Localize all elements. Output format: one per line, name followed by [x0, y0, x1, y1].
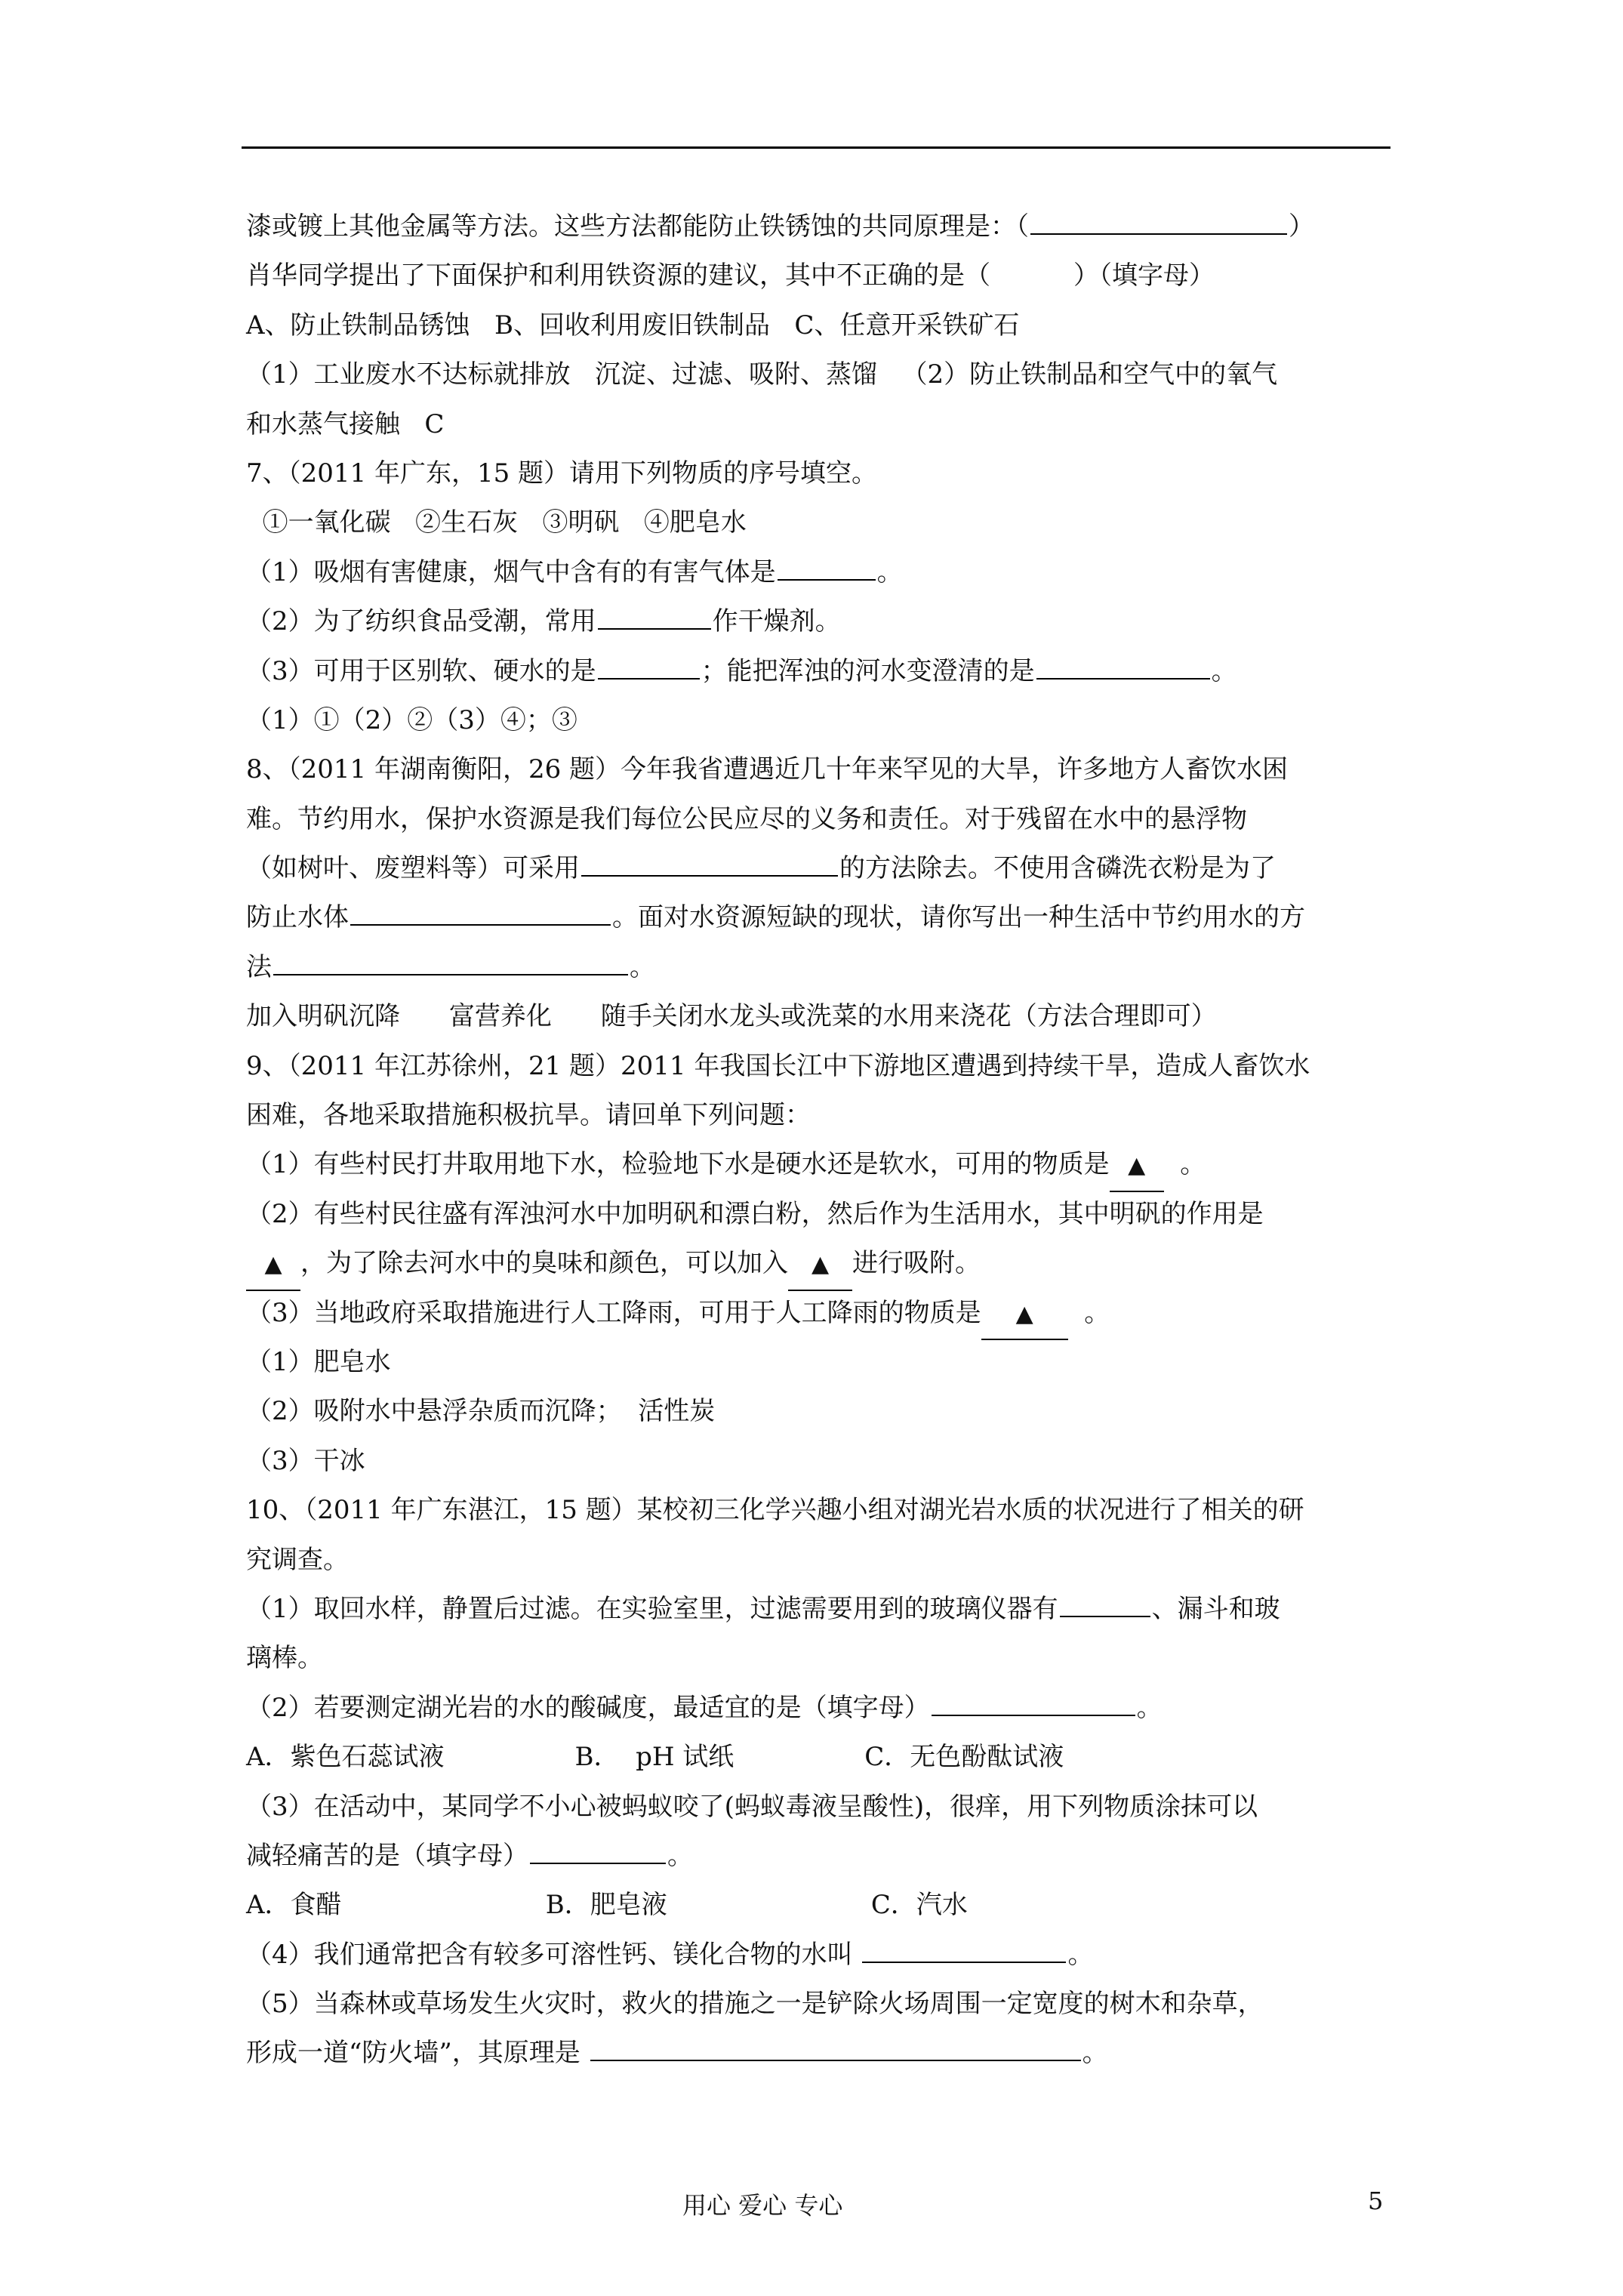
text-segment: （2）有些村民往盛有浑浊河水中加明矾和漂白粉，然后作为生活用水，其中明矾的作用是 — [246, 1198, 1264, 1229]
text-segment: （3）当地政府采取措施进行人工降雨，可用于人工降雨的物质是 — [246, 1297, 981, 1328]
text-line — [246, 1042, 1424, 1091]
text-segment: 漆或镀上其他金属等方法。这些方法都能防止铁锈蚀的共同原理是：（ — [246, 211, 1029, 242]
text-segment: 和水蒸气接触 C — [246, 408, 445, 439]
text-segment: A．紫色石蕊试液 B． pH 试纸 C．无色酚酞试液 — [246, 1742, 1064, 1773]
text-segment: A．食醋 B．肥皂液 C．汽水 — [246, 1890, 968, 1921]
text-line — [246, 992, 1424, 1041]
text-line — [246, 1832, 1424, 1881]
answer-blank — [862, 1934, 1066, 1963]
text-segment: 。 — [1136, 1692, 1163, 1723]
text-segment: （1）取回水样，静置后过滤。在实验室里，过滤需要用到的玻璃仪器有 — [246, 1593, 1058, 1624]
text-segment: 10、（2011 年广东湛江，15 题）某校初三化学兴趣小组对湖光岩水质的状况进行了相关的研 — [246, 1495, 1304, 1526]
page-number: 5 — [1368, 2187, 1384, 2215]
text-segment: 。 — [1211, 655, 1237, 686]
triangle-blank: ▲ — [246, 1240, 300, 1290]
text-segment: 8、（2011 年湖南衡阳，26 题）今年我省遭遇近几十年来罕见的大旱，许多地方人畜饮水困 — [246, 754, 1289, 785]
text-line — [246, 1585, 1424, 1634]
text-segment: 、漏斗和玻 — [1151, 1593, 1280, 1624]
text-segment: 防止水体 — [246, 902, 349, 933]
text-line — [246, 597, 1424, 646]
answer-blank — [350, 897, 611, 926]
triangle-blank: ▲ — [788, 1240, 852, 1290]
text-segment: 法 — [246, 951, 272, 982]
text-line — [246, 844, 1424, 893]
text-line — [246, 498, 1424, 547]
text-segment: 究调查。 — [246, 1544, 349, 1575]
text-segment: （2）为了纺织食品受潮，常用 — [246, 606, 596, 637]
answer-blank — [1036, 651, 1210, 680]
text-segment: ）（填字母） — [1073, 260, 1215, 291]
text-segment: 9、（2011 年江苏徐州，21 题）2011 年我国长江中下游地区遭遇到持续干旱，造成人畜饮水 — [246, 1050, 1310, 1081]
answer-blank — [598, 651, 700, 680]
text-segment: 。 — [1163, 1149, 1206, 1180]
answer-blank — [598, 601, 711, 630]
text-segment: 困难，各地采取措施积极抗旱。请回单下列问题： — [246, 1100, 811, 1131]
text-line — [246, 745, 1424, 794]
header-rule — [242, 146, 1390, 149]
text-segment: ） — [1289, 211, 1314, 242]
text-segment: 。面对水资源短缺的现状，请你写出一种生活中节约用水的方 — [612, 902, 1305, 933]
text-line — [246, 1387, 1424, 1436]
text-segment: （1）肥皂水 — [246, 1346, 391, 1377]
text-segment: A、防止铁制品锈蚀 B、回收利用废旧铁制品 C、任意开采铁矿石 — [246, 310, 1020, 341]
text-line — [246, 2029, 1424, 2078]
text-segment: （1）工业废水不达标就排放 沉淀、过滤、吸附、蒸馏 （2）防止铁制品和空气中的氧气 — [246, 359, 1278, 390]
text-line — [246, 1881, 1424, 1930]
text-segment: 。 — [667, 1840, 693, 1871]
text-line — [246, 1486, 1424, 1535]
text-line — [246, 251, 1424, 300]
text-segment: （1）①（2）②（3）④；③ — [246, 704, 577, 735]
text-segment: 。 — [1067, 1297, 1110, 1328]
text-segment: （3）可用于区别软、硬水的是 — [246, 655, 596, 686]
text-segment: 的方法除去。不使用含磷洗衣粉是为了 — [839, 853, 1276, 884]
text-line — [246, 548, 1424, 597]
text-line — [246, 449, 1424, 498]
text-segment: ；能把浑浊的河水变澄清的是 — [701, 655, 1035, 686]
text-segment: 肖华同学提出了下面保护和利用铁资源的建议，其中不正确的是（ — [246, 260, 990, 291]
footer-motto: 用心 爱心 专心 — [682, 2191, 843, 2220]
text-line — [246, 1931, 1424, 1980]
text-segment: （如树叶、废塑料等）可采用 — [246, 853, 580, 884]
text-line — [246, 202, 1424, 251]
text-segment: 减轻痛苦的是（填字母） — [246, 1840, 528, 1871]
text-segment: 形成一道“防火墙”，其原理是 — [246, 2038, 589, 2069]
text-segment: 加入明矾沉降 富营养化 随手关闭水龙头或洗菜的水用来浇花（方法合理即可） — [246, 1001, 1217, 1032]
text-segment: 。 — [1082, 2038, 1108, 2069]
text-segment: 作干燥剂。 — [712, 606, 841, 637]
answer-blank — [1030, 206, 1287, 235]
text-segment: （2）吸附水中悬浮杂质而沉降； 活性炭 — [246, 1396, 716, 1427]
text-line — [246, 1634, 1424, 1683]
triangle-blank: ▲ — [981, 1290, 1068, 1340]
text-line — [246, 1684, 1424, 1733]
text-segment: 进行吸附。 — [852, 1248, 981, 1279]
document-body — [246, 202, 1424, 2079]
text-segment: （3）在活动中，某同学不小心被蚂蚁咬了(蚂蚁毒液呈酸性)，很痒，用下列物质涂抹可以 — [246, 1791, 1258, 1822]
answer-blank — [1060, 1589, 1150, 1617]
text-line — [246, 647, 1424, 696]
text-segment: 璃棒。 — [246, 1643, 323, 1674]
text-segment: （4）我们通常把含有较多可溶性钙、镁化合物的水叫 — [246, 1939, 861, 1970]
text-line — [246, 943, 1424, 992]
text-line — [246, 1190, 1424, 1239]
text-segment: 难。节约用水，保护水资源是我们每位公民应尽的义务和责任。对于残留在水中的悬浮物 — [246, 803, 1247, 834]
text-line — [246, 1733, 1424, 1782]
text-line — [246, 1536, 1424, 1585]
text-line — [246, 1437, 1424, 1486]
text-line — [246, 1140, 1424, 1189]
text-line — [246, 350, 1424, 399]
text-segment: 。 — [1067, 1939, 1094, 1970]
text-segment: 7、（2011 年广东，15 题）请用下列物质的序号填空。 — [246, 458, 878, 488]
text-line — [246, 301, 1424, 350]
text-line — [246, 1980, 1424, 2029]
answer-blank — [530, 1835, 666, 1864]
answer-blank — [581, 848, 838, 877]
text-line — [246, 1338, 1424, 1387]
text-segment: 。 — [876, 556, 903, 587]
text-segment: 。 — [630, 951, 655, 982]
text-line — [246, 1239, 1424, 1288]
text-segment: （1）有些村民打井取用地下水，检验地下水是硬水还是软水，可用的物质是 — [246, 1149, 1110, 1180]
text-segment: ，为了除去河水中的臭味和颜色，可以加入 — [300, 1248, 788, 1279]
text-segment: （2）若要测定湖光岩的水的酸碱度，最适宜的是（填字母） — [246, 1692, 930, 1723]
answer-blank — [932, 1687, 1135, 1716]
text-segment: ①一氧化碳 ②生石灰 ③明矾 ④肥皂水 — [246, 507, 747, 538]
answer-blank — [778, 552, 876, 581]
text-line — [246, 1783, 1424, 1832]
text-line — [246, 400, 1424, 449]
text-line — [246, 1289, 1424, 1338]
text-line — [246, 795, 1424, 844]
answer-blank — [273, 947, 628, 975]
text-segment: （3）干冰 — [246, 1445, 365, 1476]
text-line — [246, 1091, 1424, 1140]
text-line — [246, 893, 1424, 942]
text-line — [246, 696, 1424, 745]
triangle-blank: ▲ — [1110, 1141, 1164, 1191]
answer-blank — [590, 2032, 1081, 2061]
text-segment: （5）当森林或草场发生火灾时，救火的措施之一是铲除火场周围一定宽度的树木和杂草， — [246, 1989, 1264, 2020]
text-segment: （1）吸烟有害健康，烟气中含有的有害气体是 — [246, 556, 776, 587]
